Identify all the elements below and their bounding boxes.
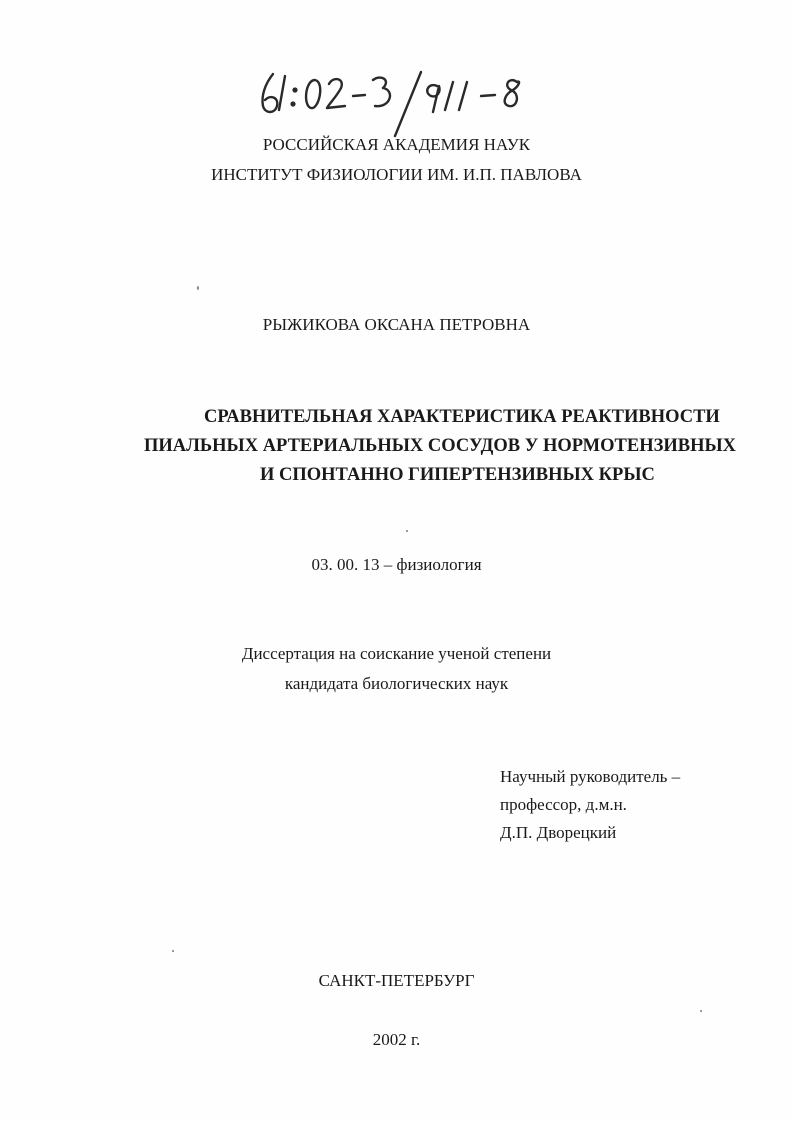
author-name: РЫЖИКОВА ОКСАНА ПЕТРОВНА <box>262 315 531 334</box>
supervisor-role: Научный руководитель – <box>500 767 681 786</box>
academy-name: РОССИЙСКАЯ АКАДЕМИЯ НАУК <box>262 135 531 154</box>
year: 2002 г. <box>372 1030 421 1049</box>
dissertation-title <box>120 403 737 490</box>
degree-line-1: Диссертация на соискание ученой степени <box>241 644 552 663</box>
supervisor-block <box>500 763 680 847</box>
scan-speck <box>197 286 199 290</box>
institute-name: ИНСТИТУТ ФИЗИОЛОГИИ ИМ. И.П. ПАВЛОВА <box>211 165 582 184</box>
title-line-2: ПИАЛЬНЫХ АРТЕРИАЛЬНЫХ СОСУДОВ У НОРМОТЕНЗИВНЫХ <box>144 436 737 456</box>
title-line-1: СРАВНИТЕЛЬНАЯ ХАРАКТЕРИСТИКА РЕАКТИВНОСТИ <box>204 407 720 427</box>
scan-speck <box>700 1010 702 1012</box>
title-line-3: И СПОНТАННО ГИПЕРТЕНЗИВНЫХ КРЫС <box>260 465 655 485</box>
handwritten-archive-number <box>255 66 545 138</box>
specialty-code: 03. 00. 13 – физиология <box>311 555 482 574</box>
scan-speck <box>406 530 408 532</box>
degree-line-2: кандидата биологических наук <box>284 674 509 693</box>
city: САНКТ-ПЕТЕРБУРГ <box>318 971 475 990</box>
supervisor-rank: профессор, д.м.н. <box>500 795 627 814</box>
supervisor-name: Д.П. Дворецкий <box>500 823 617 842</box>
scan-speck <box>172 950 174 952</box>
